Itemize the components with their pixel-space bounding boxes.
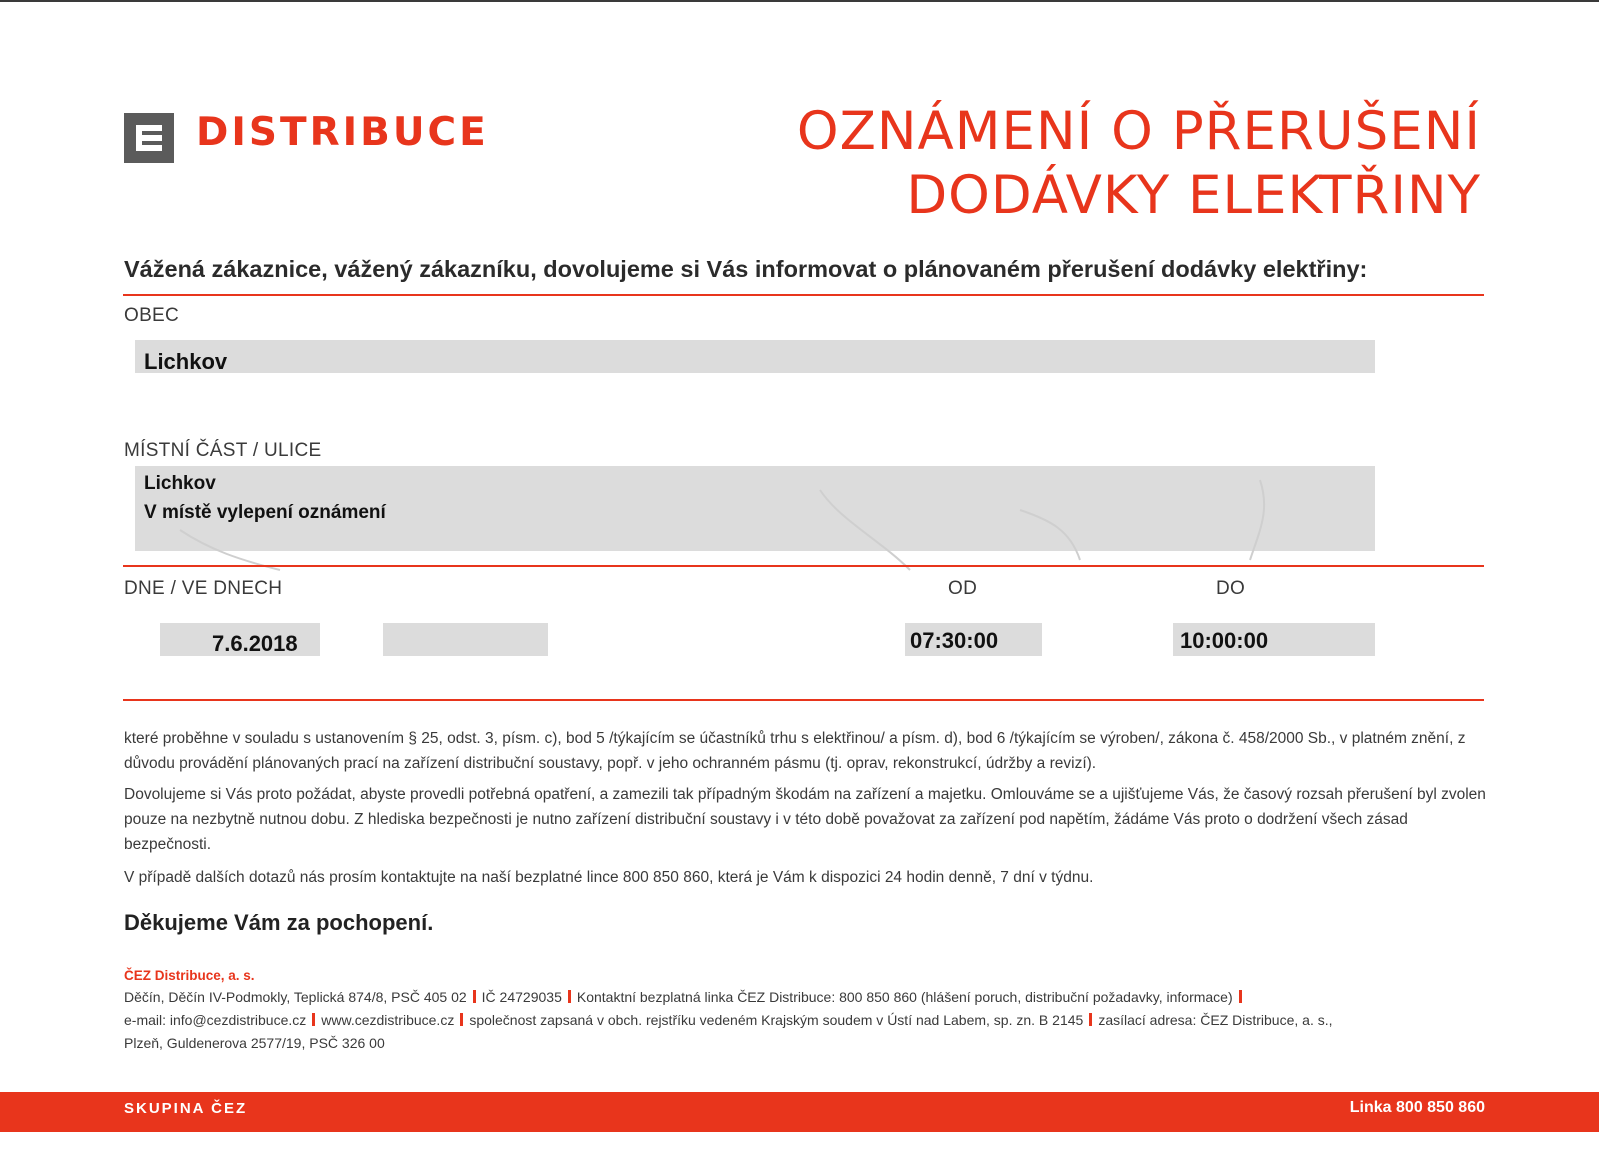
separator: [460, 1013, 463, 1026]
obec-label: OBEC: [124, 305, 180, 326]
hotline-badge: Linka 800 850 860: [1349, 1099, 1485, 1116]
divider: [123, 699, 1484, 701]
divider: [123, 294, 1484, 296]
company-hotline: Kontaktní bezplatná linka ČEZ Distribuce: 800 850 860 (hlášení poruch, distribuční požadavky, informace): [576, 989, 1233, 1005]
paragraph-text: které proběhne v souladu s ustanovením § 25, odst. 3, písm. c), bod 5 /týkajícím se účastníků trhu s elektřinou/ a písm. d), bod 6 /týkajícím se výroben/, zákona č. 458/2000 Sb., v platném znění, z důvodu provádění plánovaných prací na zařízení distribuční soustavy, popř. v jeho ochranném pásmu (tj. oprav, rekonstrukcí, údržby a revizí).: [124, 730, 1466, 772]
brand-name: DISTRIBUCE: [196, 110, 489, 155]
date-value: 7.6.2018: [212, 631, 298, 656]
from-label: OD: [948, 578, 978, 599]
cez-logo-icon: [124, 113, 174, 163]
company-name: ČEZ Distribuce, a. s.: [124, 968, 255, 983]
to-label: DO: [1216, 578, 1246, 599]
obec-field: [135, 340, 1375, 373]
separator: [1239, 990, 1242, 1003]
company-mail-address-1: zasílací adresa: ČEZ Distribuce, a. s.,: [1098, 1012, 1333, 1028]
company-web[interactable]: www.cezdistribuce.cz: [321, 1012, 455, 1028]
separator: [568, 990, 571, 1003]
company-registry: společnost zapsaná v obch. rejstříku vedeném Krajským soudem v Ústí nad Labem, sp. zn. B 2145: [469, 1012, 1084, 1028]
separator: [312, 1013, 315, 1026]
body-paragraph-1: [124, 726, 1486, 776]
from-value: 07:30:00: [910, 628, 999, 653]
company-address: Děčín, Děčín IV-Podmokly, Teplická 874/8, PSČ 405 02: [124, 989, 467, 1005]
divider: [123, 565, 1484, 567]
mistni-cast-label: MÍSTNÍ ČÁST / ULICE: [124, 440, 322, 461]
thanks: Děkujeme Vám za pochopení.: [124, 910, 434, 935]
days-label: DNE / VE DNECH: [124, 578, 283, 599]
paragraph-text: Dovolujeme si Vás proto požádat, abyste provedli potřebná opatření, a zamezili tak případným škodám na zařízení a majetku. Omlouváme se a ujišťujeme Vás, že časový rozsah přerušení byl zvolen pouze na nezbytně nutnou dobu. Z hlediska bezpečnosti je nutno zařízení distribuční soustavy i v této době považovat za zařízení pod napětím, žádáme Vás proto o dodržení všech zásad bezpečnosti.: [124, 786, 1486, 853]
title-line-2: DODÁVKY ELEKTŘINY: [906, 165, 1481, 226]
title-line-1: OZNÁMENÍ O PŘERUŠENÍ: [796, 101, 1481, 162]
scan-top-edge: [0, 0, 1599, 2]
mistni-cast-line-2: V místě vylepení oznámení: [144, 502, 386, 523]
to-value: 10:00:00: [1180, 628, 1269, 653]
date-field-2: [383, 623, 548, 656]
separator: [473, 990, 476, 1003]
body-paragraph-2: [124, 782, 1486, 857]
company-email[interactable]: e-mail: info@cezdistribuce.cz: [124, 1012, 307, 1028]
paragraph-text: V případě dalších dotazů nás prosím kontaktujte na naší bezplatné lince 800 850 860, která je Vám k dispozici 24 hodin denně, 7 dní v týdnu.: [124, 869, 1094, 886]
company-mail-address-2: Plzeň, Guldenerova 2577/19, PSČ 326 00: [124, 1035, 385, 1051]
company-info: [124, 986, 1484, 1055]
obec-value: Lichkov: [144, 349, 228, 374]
group-name: SKUPINA ČEZ: [124, 1100, 248, 1117]
page-title: [797, 100, 1481, 228]
body-paragraph-3: [124, 865, 1486, 890]
mistni-cast-line-1: Lichkov: [144, 473, 216, 494]
greeting: Vážená zákaznice, vážený zákazníku, dovolujeme si Vás informovat o plánovaném přerušení dodávky elektřiny:: [124, 256, 1368, 282]
tape-marks: [120, 470, 1380, 600]
separator: [1089, 1013, 1092, 1026]
company-ic: IČ 24729035: [481, 989, 562, 1005]
